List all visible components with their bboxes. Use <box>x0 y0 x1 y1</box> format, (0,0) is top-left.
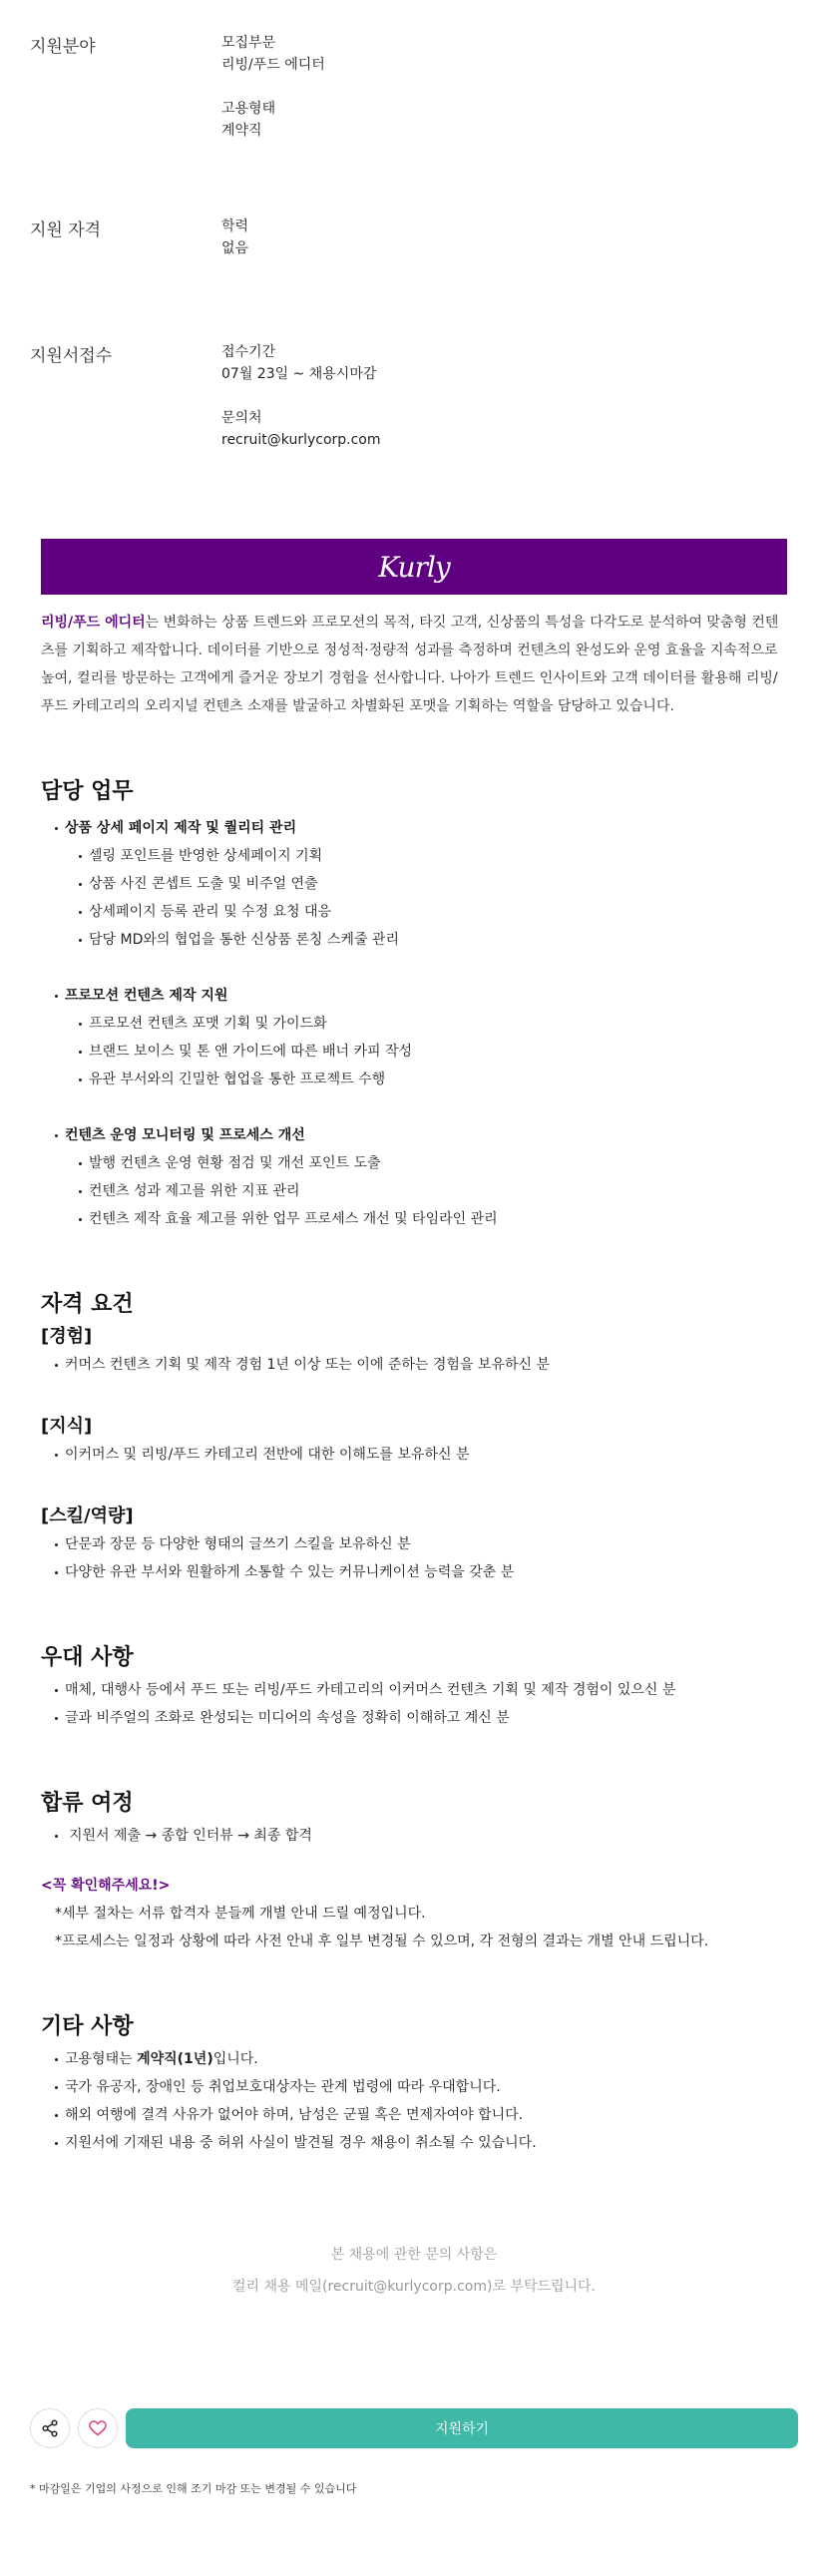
job-content <box>41 776 799 2157</box>
share-icon <box>40 2418 60 2438</box>
qualification-list <box>55 1351 799 1379</box>
list-item: 상품 사진 콘셉트 도출 및 비주얼 연출 <box>79 870 799 898</box>
like-button[interactable] <box>78 2408 118 2448</box>
list-item: 단문과 장문 등 다양한 형태의 글쓰기 스킬을 보유하신 분 <box>55 1530 799 1558</box>
kurly-banner <box>41 539 787 595</box>
duty-group <box>55 982 799 1093</box>
duty-group-title: 프로모션 컨텐츠 제작 지원 <box>65 988 228 1004</box>
list-item: 매체, 대행사 등에서 푸드 또는 리빙/푸드 카테고리의 이커머스 컨텐츠 기획 및 제작 경험이 있으신 분 <box>55 1676 799 1704</box>
section-title-qualifications: 자격 요건 <box>41 1292 134 1317</box>
list-item: 상세페이지 등록 관리 및 수정 요청 대응 <box>79 898 799 926</box>
list-item: 커머스 컨텐츠 기획 및 제작 경험 1년 이상 또는 이에 준하는 경험을 보유하신 분 <box>55 1351 799 1379</box>
list-item: 담당 MD와의 협업을 통한 신상품 론칭 스케줄 관리 <box>79 926 799 954</box>
info-label: 지원서접수 <box>30 346 113 366</box>
duties-list <box>55 814 799 954</box>
notice-title: <꼭 확인해주세요!> <box>41 1878 171 1894</box>
inquiry-line: 컬리 채용 메일(recruit@kurlycorp.com)로 부탁드립니다. <box>231 2279 597 2295</box>
duty-group <box>55 1121 799 1233</box>
list-item: 컨텐츠 제작 효율 제고를 위한 업무 프로세스 개선 및 타임라인 관리 <box>79 1205 799 1233</box>
deadline-disclaimer: * 마감일은 기업의 사정으로 인해 조기 마감 또는 변경될 수 있습니다 <box>30 2482 357 2495</box>
duty-group-title: 상품 상세 페이지 제작 및 퀄리티 관리 <box>65 820 297 836</box>
contact-email[interactable]: recruit@kurlycorp.com <box>221 432 381 448</box>
share-button[interactable] <box>30 2408 70 2448</box>
list-item <box>55 2045 799 2073</box>
info-value: 계약직 <box>221 123 262 139</box>
info-key: 고용형태 <box>221 101 276 117</box>
preferred-list <box>55 1676 799 1732</box>
notice-line: *세부 절차는 서류 합격자 분들께 개별 안내 드릴 예정입니다. <box>55 1906 426 1922</box>
info-key: 학력 <box>221 218 249 234</box>
sub-title-experience: [경험] <box>41 1326 93 1347</box>
qualification-list <box>55 1441 799 1469</box>
section-title-etc: 기타 사항 <box>41 2014 134 2039</box>
process-list <box>55 1822 799 1850</box>
duties-list <box>55 982 799 1093</box>
intro-accent: 리빙/푸드 에디터 <box>41 615 146 631</box>
info-key: 접수기간 <box>221 344 276 360</box>
info-key: 모집부문 <box>221 35 276 51</box>
intro-paragraph <box>41 609 787 720</box>
etc-text: 고용형태는 <box>65 2051 138 2067</box>
inquiry-line: 본 채용에 관한 문의 사항은 <box>330 2247 498 2263</box>
list-item: 해외 여행에 결격 사유가 없어야 하며, 남성은 군필 혹은 면제자여야 합니다. <box>55 2101 799 2129</box>
info-value: 없음 <box>221 240 249 256</box>
heart-icon <box>88 2418 108 2438</box>
list-item: 지원서에 기재된 내용 중 허위 사실이 발견될 경우 채용이 취소될 수 있습니다. <box>55 2129 799 2157</box>
list-item: 프로모션 컨텐츠 포맷 기획 및 가이드화 <box>79 1010 799 1038</box>
list-item: 컨텐츠 성과 제고를 위한 지표 관리 <box>79 1177 799 1205</box>
sub-title-skills: [스킬/역량] <box>41 1505 134 1526</box>
info-key: 문의처 <box>221 410 262 426</box>
qualification-list <box>55 1530 799 1586</box>
duty-group-title: 컨텐츠 운영 모니터링 및 프로세스 개선 <box>65 1127 305 1143</box>
list-item: 발행 컨텐츠 운영 현황 점검 및 개선 포인트 도출 <box>79 1149 799 1177</box>
intro-text: 는 변화하는 상품 트렌드와 프로모션의 목적, 타깃 고객, 신상품의 특성을 다각도로 분석하여 맞춤형 컨텐츠를 기획하고 제작합니다. 데이터를 기반으로 정성적·정량적 성과를 측정하며 컨텐츠의 완성도와 운영 효율을 지속적으로 높여, 컬리를 방문하는 고객에게 즐거운 장보기 경험을 선사합니다. 나아가 트렌드 인사이트와 고객 데이터를 활용해 리빙/푸드 카테고리의 오리지널 컨텐츠 소재를 발굴하고 차별화된 포맷을 기획하는 역할을 담당하고 있습니다. <box>41 615 779 714</box>
section-title-process: 합류 여정 <box>41 1791 134 1816</box>
notice-line: *프로세스는 일정과 상황에 따라 사전 안내 후 일부 변경될 수 있으며, 각 전형의 결과는 개별 안내 드립니다. <box>55 1933 709 1949</box>
info-body <box>221 341 381 451</box>
section-title-duties: 담당 업무 <box>41 779 134 804</box>
list-item: 국가 유공자, 장애인 등 취업보호대상자는 관계 법령에 따라 우대합니다. <box>55 2073 799 2101</box>
section-title-preferred: 우대 사항 <box>41 1645 134 1670</box>
list-item: 유관 부서와의 긴밀한 협업을 통한 프로젝트 수행 <box>79 1066 799 1093</box>
apply-button[interactable]: 지원하기 <box>126 2408 798 2448</box>
inquiry-message <box>0 2239 828 2303</box>
info-label: 지원 자격 <box>30 220 102 240</box>
list-item: 다양한 유관 부서와 원활하게 소통할 수 있는 커뮤니케이션 능력을 갖춘 분 <box>55 1558 799 1586</box>
duty-group <box>55 814 799 954</box>
info-body <box>221 32 325 142</box>
action-bar <box>30 2408 798 2448</box>
list-item: 글과 비주얼의 조화로 완성되는 미디어의 속성을 정확히 이해하고 계신 분 <box>55 1704 799 1732</box>
info-body <box>221 215 248 259</box>
info-value: 07월 23일 ~ 채용시마감 <box>221 366 377 382</box>
employment-type: 계약직(1년) <box>137 2051 213 2067</box>
etc-list <box>55 2045 799 2157</box>
duties-list <box>55 1121 799 1233</box>
list-item: 지원서 제출 → 종합 인터뷰 → 최종 합격 <box>55 1822 799 1850</box>
list-item: 이커머스 및 리빙/푸드 카테고리 전반에 대한 이해도를 보유하신 분 <box>55 1441 799 1469</box>
sub-title-knowledge: [지식] <box>41 1416 93 1437</box>
list-item: 브랜드 보이스 및 톤 앤 가이드에 따른 배너 카피 작성 <box>79 1038 799 1066</box>
etc-text: 입니다. <box>212 2051 258 2067</box>
list-item: 셀링 포인트를 반영한 상세페이지 기획 <box>79 842 799 870</box>
info-value: 리빙/푸드 에디터 <box>221 57 325 73</box>
kurly-logo: Kurly <box>378 550 450 584</box>
info-label: 지원분야 <box>30 37 96 57</box>
